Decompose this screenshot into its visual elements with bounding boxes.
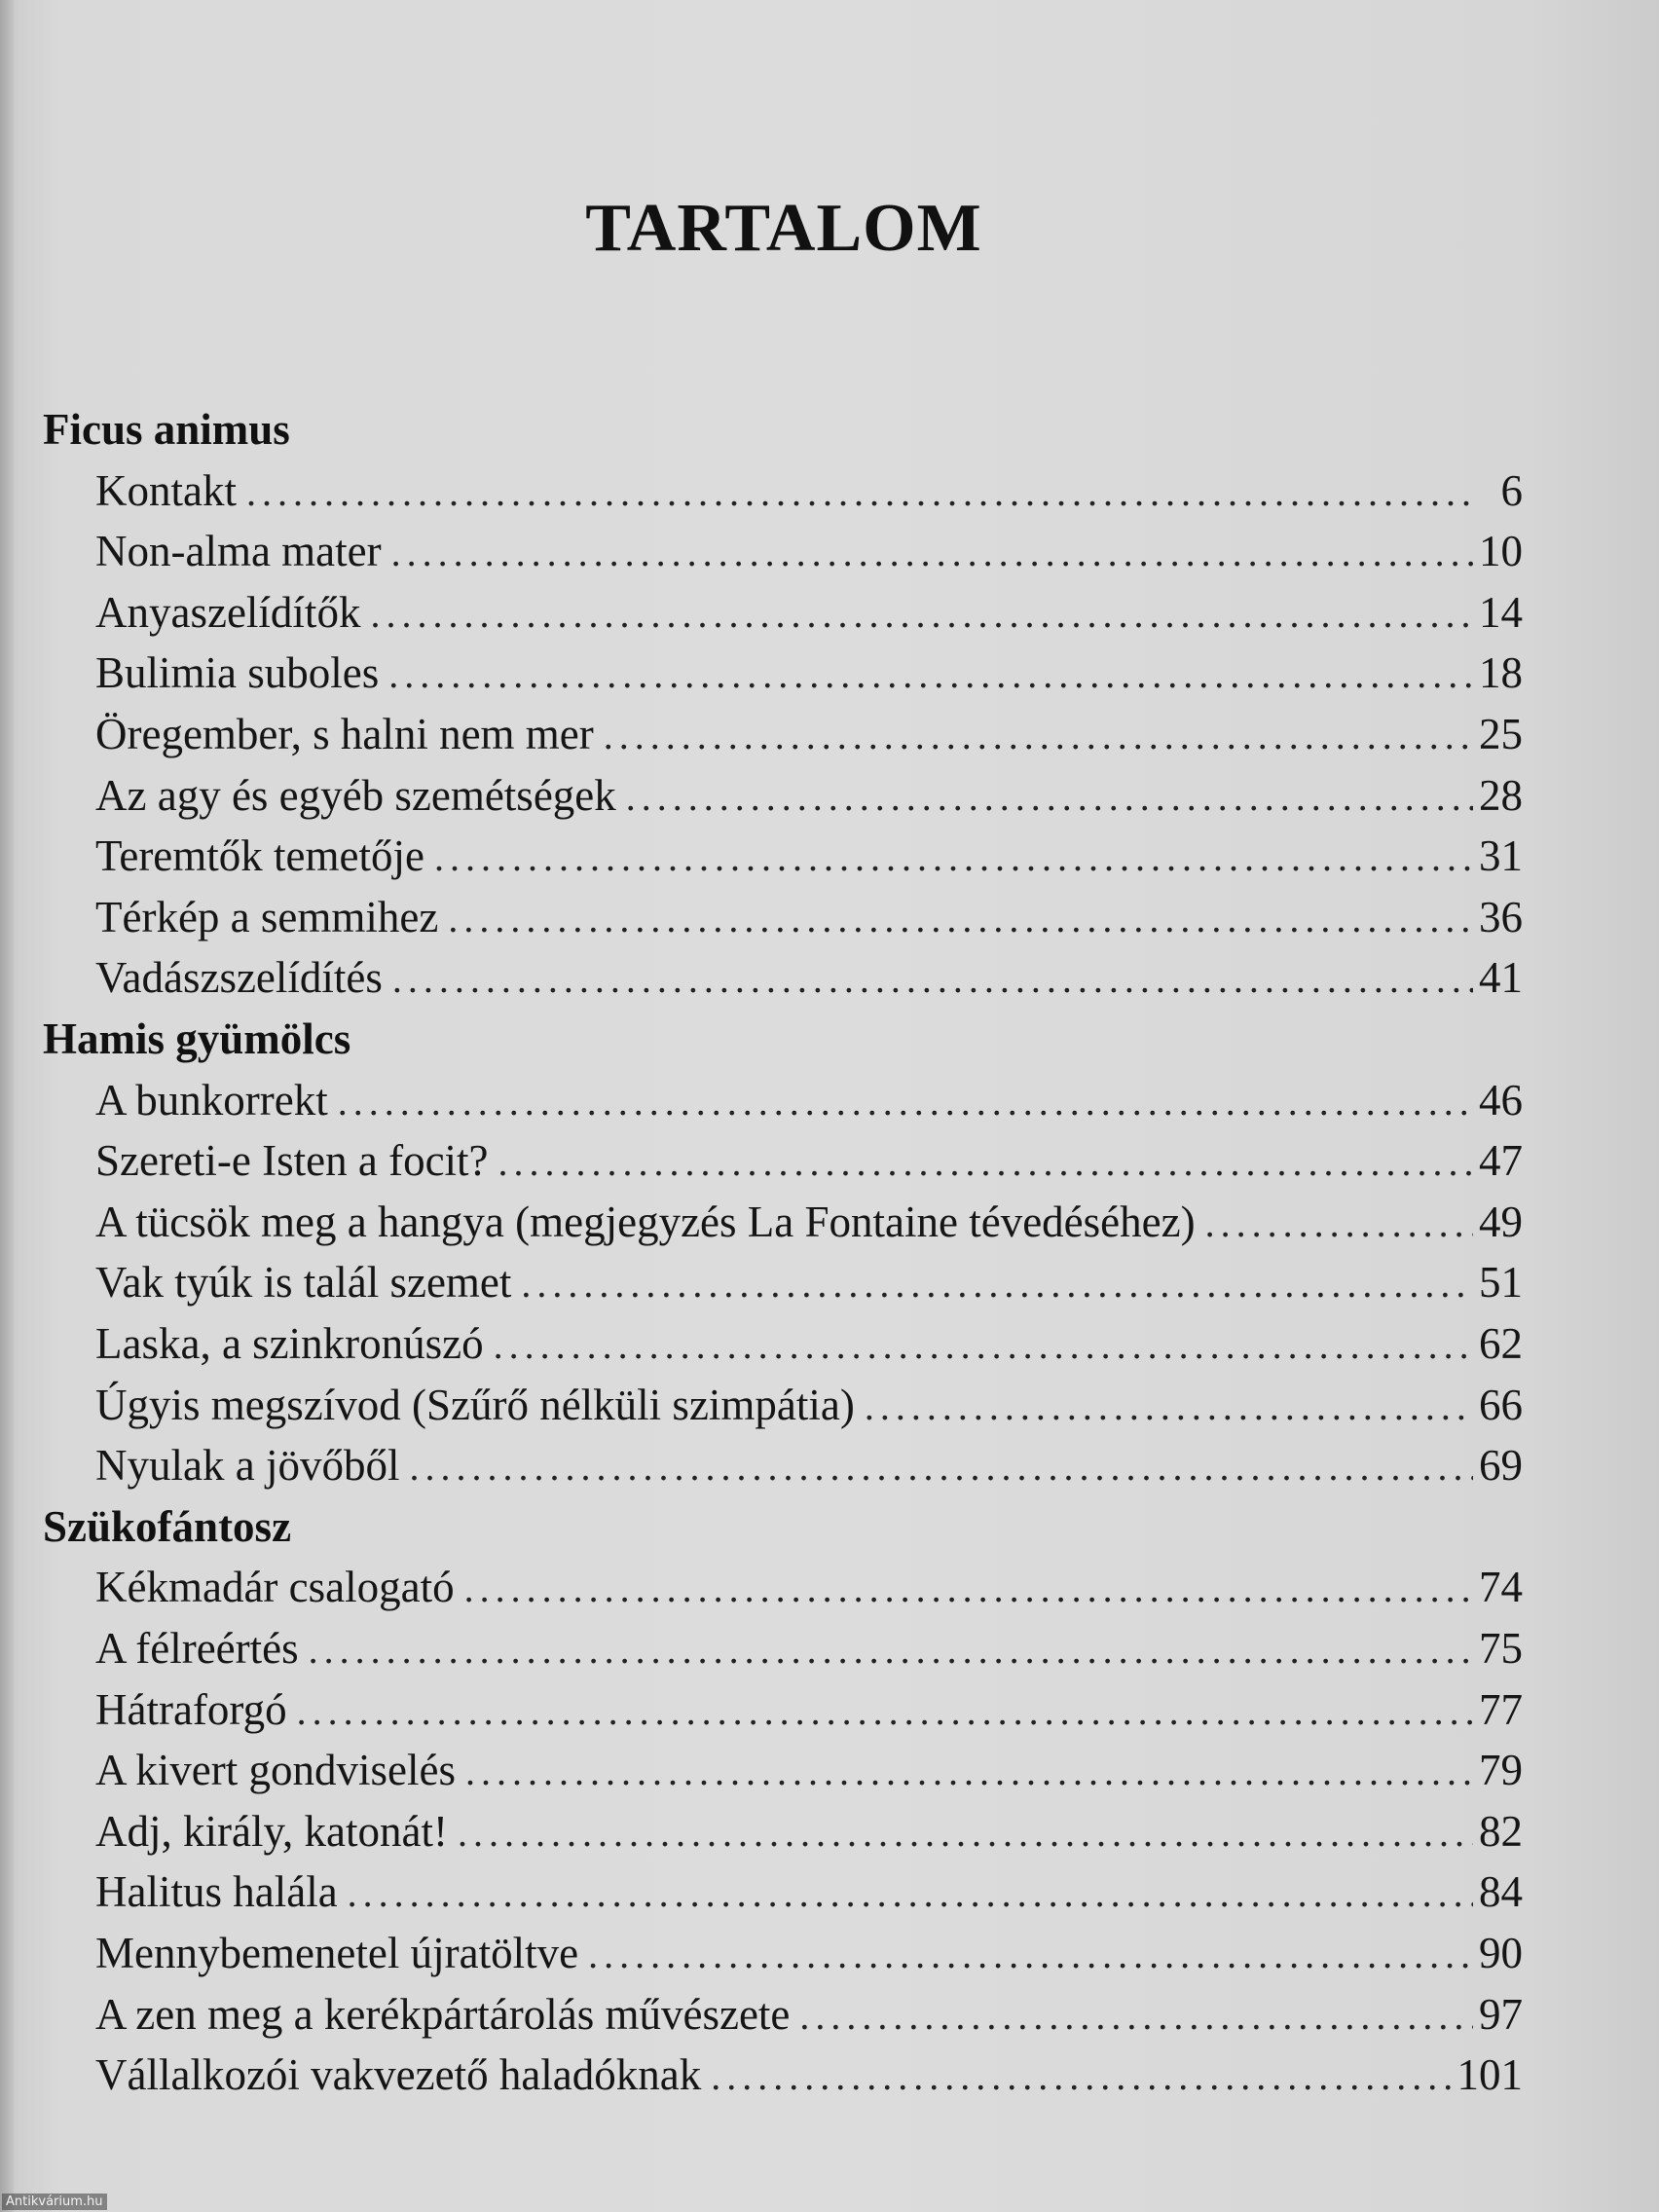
toc-entry — [95, 1679, 1523, 1740]
dot-leader — [865, 1377, 1473, 1437]
section-heading: Ficus animus — [43, 405, 290, 454]
dot-leader — [392, 949, 1473, 1010]
toc-entry-title: A zen meg a kerékpártárolás művészete — [95, 1989, 791, 2039]
toc-entry-page-number: 82 — [1479, 1806, 1523, 1856]
toc-entry — [95, 1130, 1523, 1191]
toc-entry — [95, 1313, 1523, 1374]
toc-entry-page-number: 51 — [1479, 1258, 1523, 1308]
dot-leader — [521, 1254, 1473, 1314]
dot-leader — [391, 523, 1473, 583]
dot-leader — [711, 2046, 1451, 2107]
toc-entry — [95, 765, 1523, 826]
toc-entry — [95, 887, 1523, 947]
toc-entry — [95, 1435, 1523, 1495]
toc-entry-page-number: 28 — [1479, 770, 1523, 820]
toc-entry-page-number: 36 — [1479, 892, 1523, 941]
toc-entry-page-number: 49 — [1479, 1197, 1523, 1246]
toc-entry-title: Teremtők temetője — [95, 831, 424, 881]
toc-entry-title: Térkép a semmihez — [95, 892, 439, 941]
toc-entry — [95, 1557, 1523, 1617]
dot-leader — [388, 645, 1473, 705]
toc-entry-title: Hátraforgó — [95, 1684, 287, 1734]
toc-entry — [95, 2045, 1523, 2105]
toc-entry — [95, 704, 1523, 764]
toc-entry-title: Nyulak a jövőből — [95, 1441, 400, 1491]
toc-entry-page-number: 77 — [1479, 1684, 1523, 1734]
toc-entry-title: A bunkorrekt — [95, 1075, 328, 1124]
toc-entry-page-number: 84 — [1479, 1867, 1523, 1917]
toc-entry-page-number: 66 — [1479, 1380, 1523, 1429]
toc-entry-page-number: 97 — [1479, 1989, 1523, 2039]
toc-entry — [95, 1070, 1523, 1130]
toc-entry-title: A kivert gondviselés — [95, 1746, 456, 1795]
toc-entry — [95, 1984, 1523, 2045]
toc-entry-page-number: 14 — [1479, 587, 1523, 637]
toc-entry-page-number: 47 — [1479, 1136, 1523, 1186]
toc-entry-page-number: 18 — [1479, 648, 1523, 698]
toc-entry-title: A tücsök meg a hangya (megjegyzés La Fontaine tévedéséhez) — [95, 1197, 1196, 1246]
dot-leader — [1205, 1194, 1473, 1254]
toc-entry — [95, 582, 1523, 643]
toc-entry — [95, 1740, 1523, 1800]
toc-entry-page-number: 75 — [1479, 1624, 1523, 1673]
toc-entry — [95, 1618, 1523, 1678]
toc-entry-page-number: 69 — [1479, 1441, 1523, 1491]
toc-entry-page-number: 31 — [1479, 831, 1523, 881]
page-edge — [0, 0, 14, 2212]
dot-leader — [370, 584, 1473, 645]
toc-entry-title: Vadászszelídítés — [95, 953, 383, 1003]
toc-entry — [95, 1923, 1523, 1983]
toc-entry-title: Halitus halála — [95, 1867, 338, 1917]
toc-entry-title: Non-alma mater — [95, 527, 382, 576]
toc-entry-title: Laska, a szinkronúszó — [95, 1319, 484, 1368]
dot-leader — [434, 828, 1473, 888]
toc-entry-title: Az agy és egyéb szemétségek — [95, 770, 616, 820]
toc-entry-title: Vállalkozói vakvezető haladóknak — [95, 2050, 702, 2100]
dot-leader — [409, 1437, 1473, 1497]
dot-leader — [465, 1742, 1473, 1802]
toc-entry-title: Anyaszelídítők — [95, 587, 361, 637]
dot-leader — [348, 1863, 1473, 1924]
toc-entry-title: Kékmadár csalogató — [95, 1563, 455, 1612]
toc-entry-title: Úgyis megszívod (Szűrő nélküli szimpátia) — [95, 1380, 855, 1429]
dot-leader — [309, 1620, 1473, 1680]
dot-leader — [458, 1803, 1473, 1863]
toc-entry-title: Adj, király, katonát! — [95, 1806, 448, 1856]
dot-leader — [297, 1681, 1473, 1742]
section-heading: Szükofántosz — [43, 1501, 292, 1551]
toc-entry-title: Szereti-e Isten a focit? — [95, 1136, 489, 1186]
toc-entry — [95, 643, 1523, 703]
toc-entry-page-number: 79 — [1479, 1746, 1523, 1795]
toc-entry-page-number: 90 — [1479, 1929, 1523, 1977]
toc-entry-title: Mennybemenetel újratöltve — [95, 1929, 579, 1977]
toc-entry-page-number: 62 — [1479, 1319, 1523, 1368]
dot-leader — [588, 1925, 1473, 1985]
dot-leader — [626, 767, 1473, 828]
toc-entry-title: Bulimia suboles — [95, 648, 380, 698]
toc-entry-page-number: 25 — [1479, 710, 1523, 758]
toc-entry — [95, 1252, 1523, 1312]
toc-entry — [95, 1192, 1523, 1252]
section-heading: Hamis gyümölcs — [43, 1014, 351, 1063]
dot-leader — [464, 1559, 1473, 1619]
dot-leader — [799, 1986, 1473, 2046]
toc-entry-title: Vak tyúk is talál szemet — [95, 1258, 512, 1308]
toc-entry-title: Öregember, s halni nem mer — [95, 710, 594, 758]
dot-leader — [604, 706, 1473, 766]
toc-entry-title: Kontakt — [95, 465, 237, 515]
toc-entry-page-number: 6 — [1500, 465, 1523, 515]
toc-entry-page-number: 41 — [1479, 953, 1523, 1003]
page-title: TARTALOM — [585, 191, 982, 266]
toc-entry — [95, 1862, 1523, 1922]
toc-entry-page-number: 10 — [1479, 527, 1523, 576]
dot-leader — [246, 462, 1478, 523]
toc-entry — [95, 826, 1523, 886]
toc-entry-page-number: 101 — [1456, 2050, 1523, 2100]
toc-entry — [95, 1375, 1523, 1435]
toc-entry — [95, 461, 1523, 521]
dot-leader — [498, 1132, 1473, 1193]
toc-entry — [95, 521, 1523, 581]
toc-entry — [95, 1801, 1523, 1862]
dot-leader — [338, 1072, 1473, 1132]
watermark-label: Antikvárium.hu — [2, 2194, 107, 2210]
dot-leader — [494, 1315, 1473, 1376]
toc-entry-page-number: 74 — [1479, 1563, 1523, 1612]
dot-leader — [448, 889, 1473, 949]
toc-entry — [95, 947, 1523, 1008]
toc-entry-title: A félreértés — [95, 1624, 299, 1673]
toc-entry-page-number: 46 — [1479, 1075, 1523, 1124]
